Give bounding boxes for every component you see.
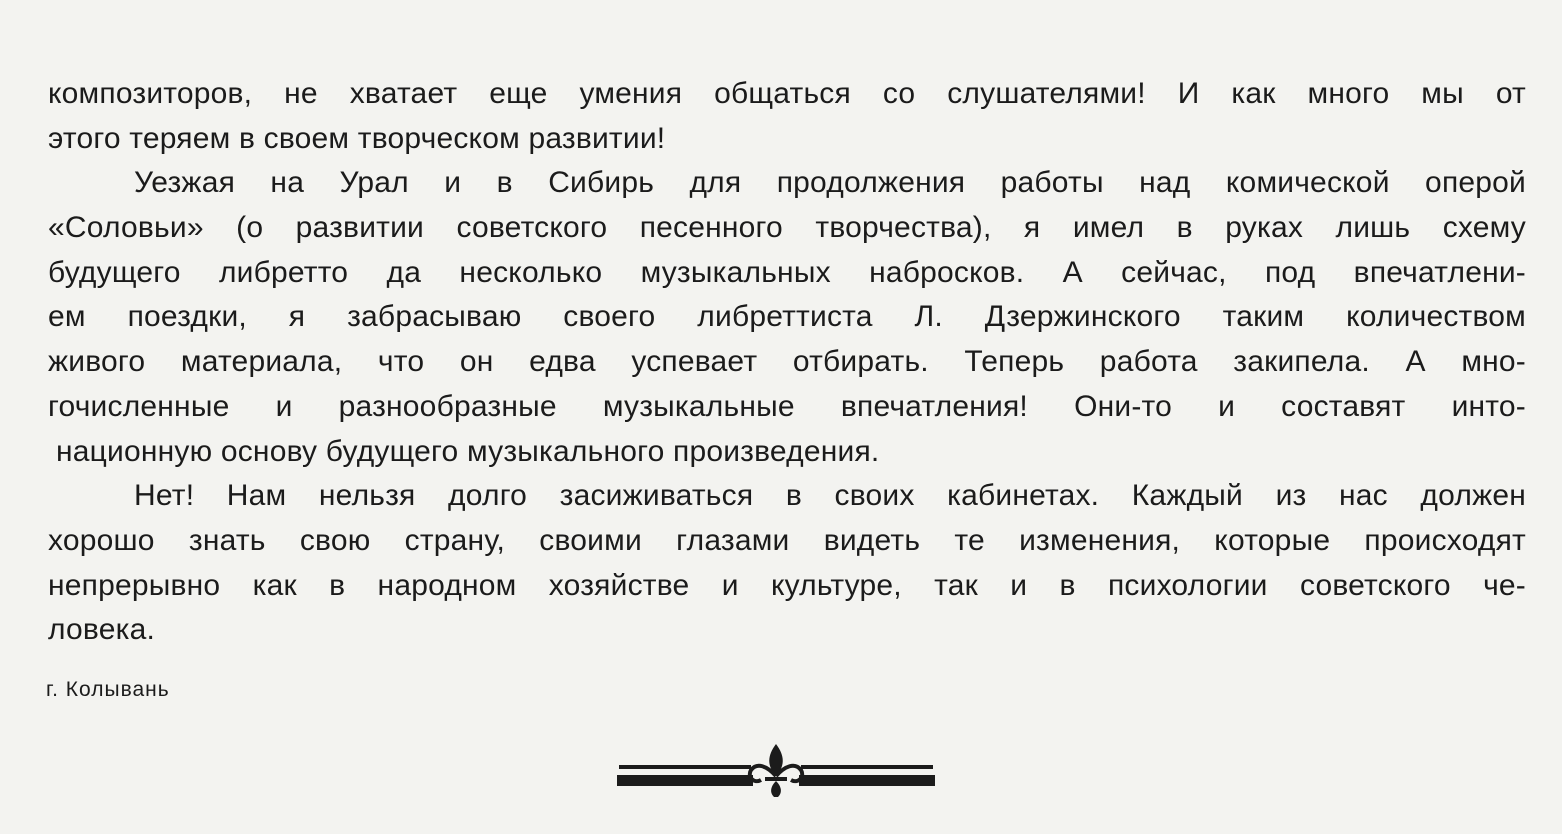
text-line: Нет! Нам нельзя долго засиживаться в своих кабинетах. Каждый из нас должен [134, 479, 1526, 513]
text-line: непрерывно как в народном хозяйстве и культуре, так и в психологии советского че- [48, 568, 1526, 602]
text-line: ем поездки, я забрасываю своего либреттиста Л. Дзержинского таким количеством [48, 300, 1526, 334]
text-line: Уезжая на Урал и в Сибирь для продолжения работы над комической оперой [134, 166, 1526, 200]
signature-place: г. Колывань [46, 678, 170, 701]
text-line: живого материала, что он едва успевает отбирать. Теперь работа закипела. А мно- [48, 345, 1526, 379]
text-line: «Соловьи» (о развитии советского песенного творчества), я имел в руках лишь схему [48, 211, 1526, 245]
article-text [48, 72, 1526, 653]
text-line: хорошо знать свою страну, своими глазами видеть те изменения, которые происходят [48, 523, 1526, 557]
text-line: композиторов, не хватает еще умения общаться со слушателями! И как много мы от [48, 77, 1526, 110]
fleur-de-lis-divider-icon [617, 740, 935, 800]
text-line: этого теряем в своем творческом развитии! [48, 121, 666, 155]
text-line: национную основу будущего музыкального произведения. [56, 434, 880, 468]
text-line: ловека. [48, 613, 156, 647]
text-line: гочисленные и разнообразные музыкальные впечатления! Они-то и составят инто- [48, 389, 1526, 423]
paragraph-1 [48, 72, 1526, 161]
paragraph-2 [48, 161, 1526, 474]
text-line: будущего либретто да несколько музыкальных набросков. А сейчас, под впечатлени- [48, 255, 1526, 289]
paragraph-3 [48, 474, 1526, 653]
